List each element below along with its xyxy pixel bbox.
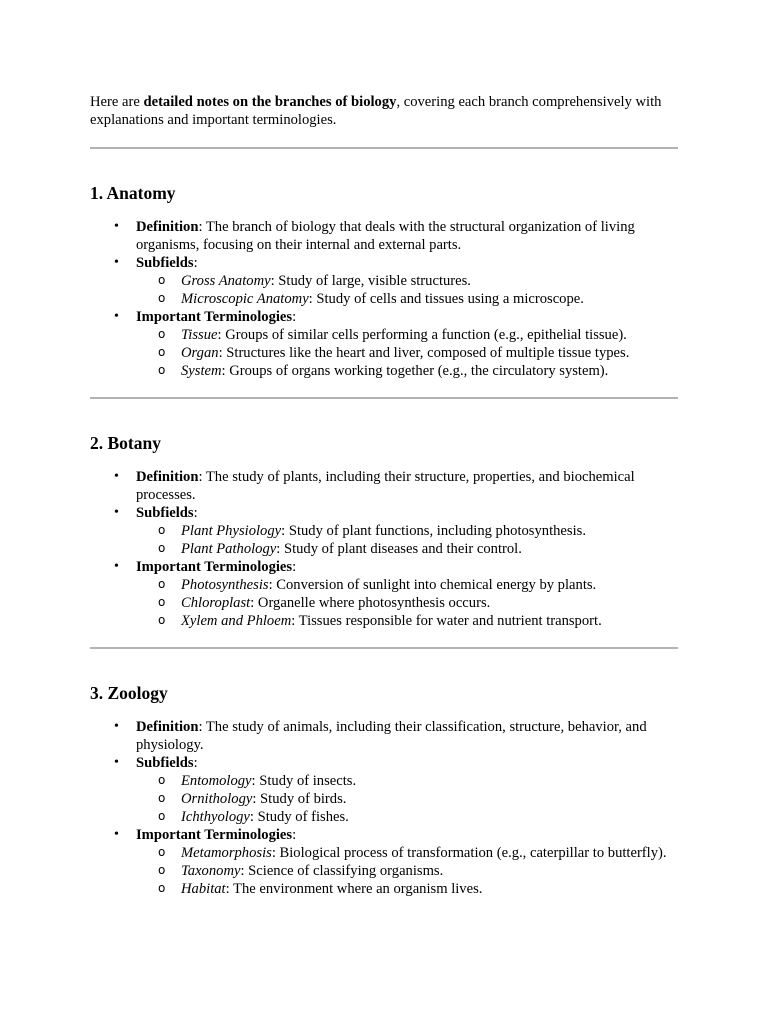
- list-item: [158, 862, 678, 880]
- circle-bullet-icon: o: [158, 523, 166, 537]
- list-item: [114, 826, 678, 898]
- subfield-desc: : Study of birds.: [252, 791, 347, 807]
- subfield-desc: : Study of cells and tissues using a microscope.: [308, 291, 584, 307]
- bullet-icon: •: [114, 505, 119, 520]
- list-item: [114, 468, 678, 504]
- subfield-desc: : Study of large, visible structures.: [270, 273, 471, 289]
- subfield-term: Plant Pathology: [181, 541, 277, 557]
- circle-bullet-icon: o: [158, 577, 166, 591]
- term: Organ: [181, 345, 219, 361]
- term: System: [181, 363, 222, 379]
- subfields-list: [136, 272, 678, 308]
- definition-text: : The branch of biology that deals with the structural organization of living organisms, focusing on their internal and external parts.: [136, 219, 635, 253]
- list-item: [114, 308, 678, 380]
- definition-label: Definition: [136, 719, 199, 735]
- term: Xylem and Phloem: [181, 613, 292, 629]
- section-title-botany: 2. Botany: [90, 433, 161, 453]
- subfield-desc: : Study of insects.: [251, 773, 357, 789]
- bullet-icon: •: [114, 755, 119, 770]
- circle-bullet-icon: o: [158, 613, 166, 627]
- list-item: [158, 362, 678, 380]
- list-item: [114, 558, 678, 630]
- term: Metamorphosis: [181, 845, 272, 861]
- list-item: [158, 612, 678, 630]
- intro-prefix: Here are: [90, 94, 144, 110]
- list-item: [158, 844, 678, 862]
- subfields-list: [136, 772, 678, 826]
- list-item: [158, 540, 678, 558]
- circle-bullet-icon: o: [158, 541, 166, 555]
- zoology-list: [90, 718, 678, 898]
- term: Taxonomy: [181, 863, 241, 879]
- list-item: [158, 326, 678, 344]
- definition-text: : The study of animals, including their classification, structure, behavior, and physiology.: [136, 719, 647, 753]
- term: Chloroplast: [181, 595, 251, 611]
- colon: :: [193, 505, 198, 521]
- bullet-icon: •: [114, 559, 119, 574]
- botany-list: [90, 468, 678, 630]
- term-desc: : Groups of organs working together (e.g., the circulatory system).: [221, 363, 609, 379]
- list-item: [114, 718, 678, 754]
- section-title-zoology: 3. Zoology: [90, 683, 168, 703]
- intro-bold-phrase: detailed notes on the branches of biology: [143, 94, 397, 110]
- term-desc: : Organelle where photosynthesis occurs.: [250, 595, 491, 611]
- circle-bullet-icon: o: [158, 845, 166, 859]
- colon: :: [193, 255, 198, 271]
- document-page: [90, 93, 678, 898]
- list-item: [114, 754, 678, 826]
- list-item: [158, 808, 678, 826]
- subfields-label: Subfields: [136, 255, 194, 271]
- terminologies-label: Important Terminologies: [136, 309, 293, 325]
- term: Photosynthesis: [181, 577, 269, 593]
- bullet-icon: •: [114, 469, 119, 484]
- list-item: [158, 576, 678, 594]
- colon: :: [292, 827, 297, 843]
- colon: :: [292, 559, 297, 575]
- bullet-icon: •: [114, 219, 119, 234]
- circle-bullet-icon: o: [158, 291, 166, 305]
- colon: :: [193, 755, 198, 771]
- terminologies-list: [136, 576, 678, 630]
- circle-bullet-icon: o: [158, 595, 166, 609]
- subfield-desc: : Study of fishes.: [249, 809, 349, 825]
- circle-bullet-icon: o: [158, 363, 166, 377]
- anatomy-list: [90, 218, 678, 380]
- terminologies-label: Important Terminologies: [136, 827, 293, 843]
- list-item: [158, 880, 678, 898]
- bullet-icon: •: [114, 719, 119, 734]
- circle-bullet-icon: o: [158, 327, 166, 341]
- intro-paragraph: [90, 93, 678, 129]
- list-item: [158, 772, 678, 790]
- list-item: [158, 594, 678, 612]
- list-item: [158, 790, 678, 808]
- term-desc: : Biological process of transformation (e.g., caterpillar to butterfly).: [271, 845, 667, 861]
- subfields-label: Subfields: [136, 755, 194, 771]
- term-desc: : Structures like the heart and liver, composed of multiple tissue types.: [218, 345, 630, 361]
- definition-label: Definition: [136, 219, 199, 235]
- list-item: [114, 504, 678, 558]
- term-desc: : Science of classifying organisms.: [240, 863, 444, 879]
- circle-bullet-icon: o: [158, 881, 166, 895]
- subfields-label: Subfields: [136, 505, 194, 521]
- bullet-icon: •: [114, 309, 119, 324]
- subfield-desc: : Study of plant diseases and their control.: [276, 541, 522, 557]
- circle-bullet-icon: o: [158, 345, 166, 359]
- bullet-icon: •: [114, 255, 119, 270]
- term: Tissue: [181, 327, 218, 343]
- subfields-list: [136, 522, 678, 558]
- terminologies-list: [136, 844, 678, 898]
- subfield-term: Gross Anatomy: [181, 273, 271, 289]
- list-item: [158, 290, 678, 308]
- circle-bullet-icon: o: [158, 863, 166, 877]
- intro-suffix: , covering each branch comprehensively with explanations and important terminologies.: [90, 94, 662, 128]
- definition-label: Definition: [136, 469, 199, 485]
- subfield-term: Entomology: [181, 773, 252, 789]
- circle-bullet-icon: o: [158, 809, 166, 823]
- term: Habitat: [181, 881, 226, 897]
- section-title-anatomy: 1. Anatomy: [90, 183, 176, 203]
- term-desc: : Groups of similar cells performing a function (e.g., epithelial tissue).: [217, 327, 627, 343]
- subfield-term: Ornithology: [181, 791, 253, 807]
- list-item: [158, 344, 678, 362]
- terminologies-label: Important Terminologies: [136, 559, 293, 575]
- subfield-term: Plant Physiology: [181, 523, 282, 539]
- subfield-term: Ichthyology: [181, 809, 250, 825]
- definition-text: : The study of plants, including their structure, properties, and biochemical processes.: [136, 469, 635, 503]
- term-desc: : The environment where an organism lives.: [225, 881, 483, 897]
- terminologies-list: [136, 326, 678, 380]
- circle-bullet-icon: o: [158, 273, 166, 287]
- colon: :: [292, 309, 297, 325]
- term-desc: : Conversion of sunlight into chemical energy by plants.: [268, 577, 597, 593]
- list-item: [158, 272, 678, 290]
- subfield-term: Microscopic Anatomy: [181, 291, 309, 307]
- list-item: [158, 522, 678, 540]
- bullet-icon: •: [114, 827, 119, 842]
- circle-bullet-icon: o: [158, 791, 166, 805]
- subfield-desc: : Study of plant functions, including photosynthesis.: [281, 523, 586, 539]
- list-item: [114, 218, 678, 254]
- term-desc: : Tissues responsible for water and nutrient transport.: [291, 613, 602, 629]
- list-item: [114, 254, 678, 308]
- circle-bullet-icon: o: [158, 773, 166, 787]
